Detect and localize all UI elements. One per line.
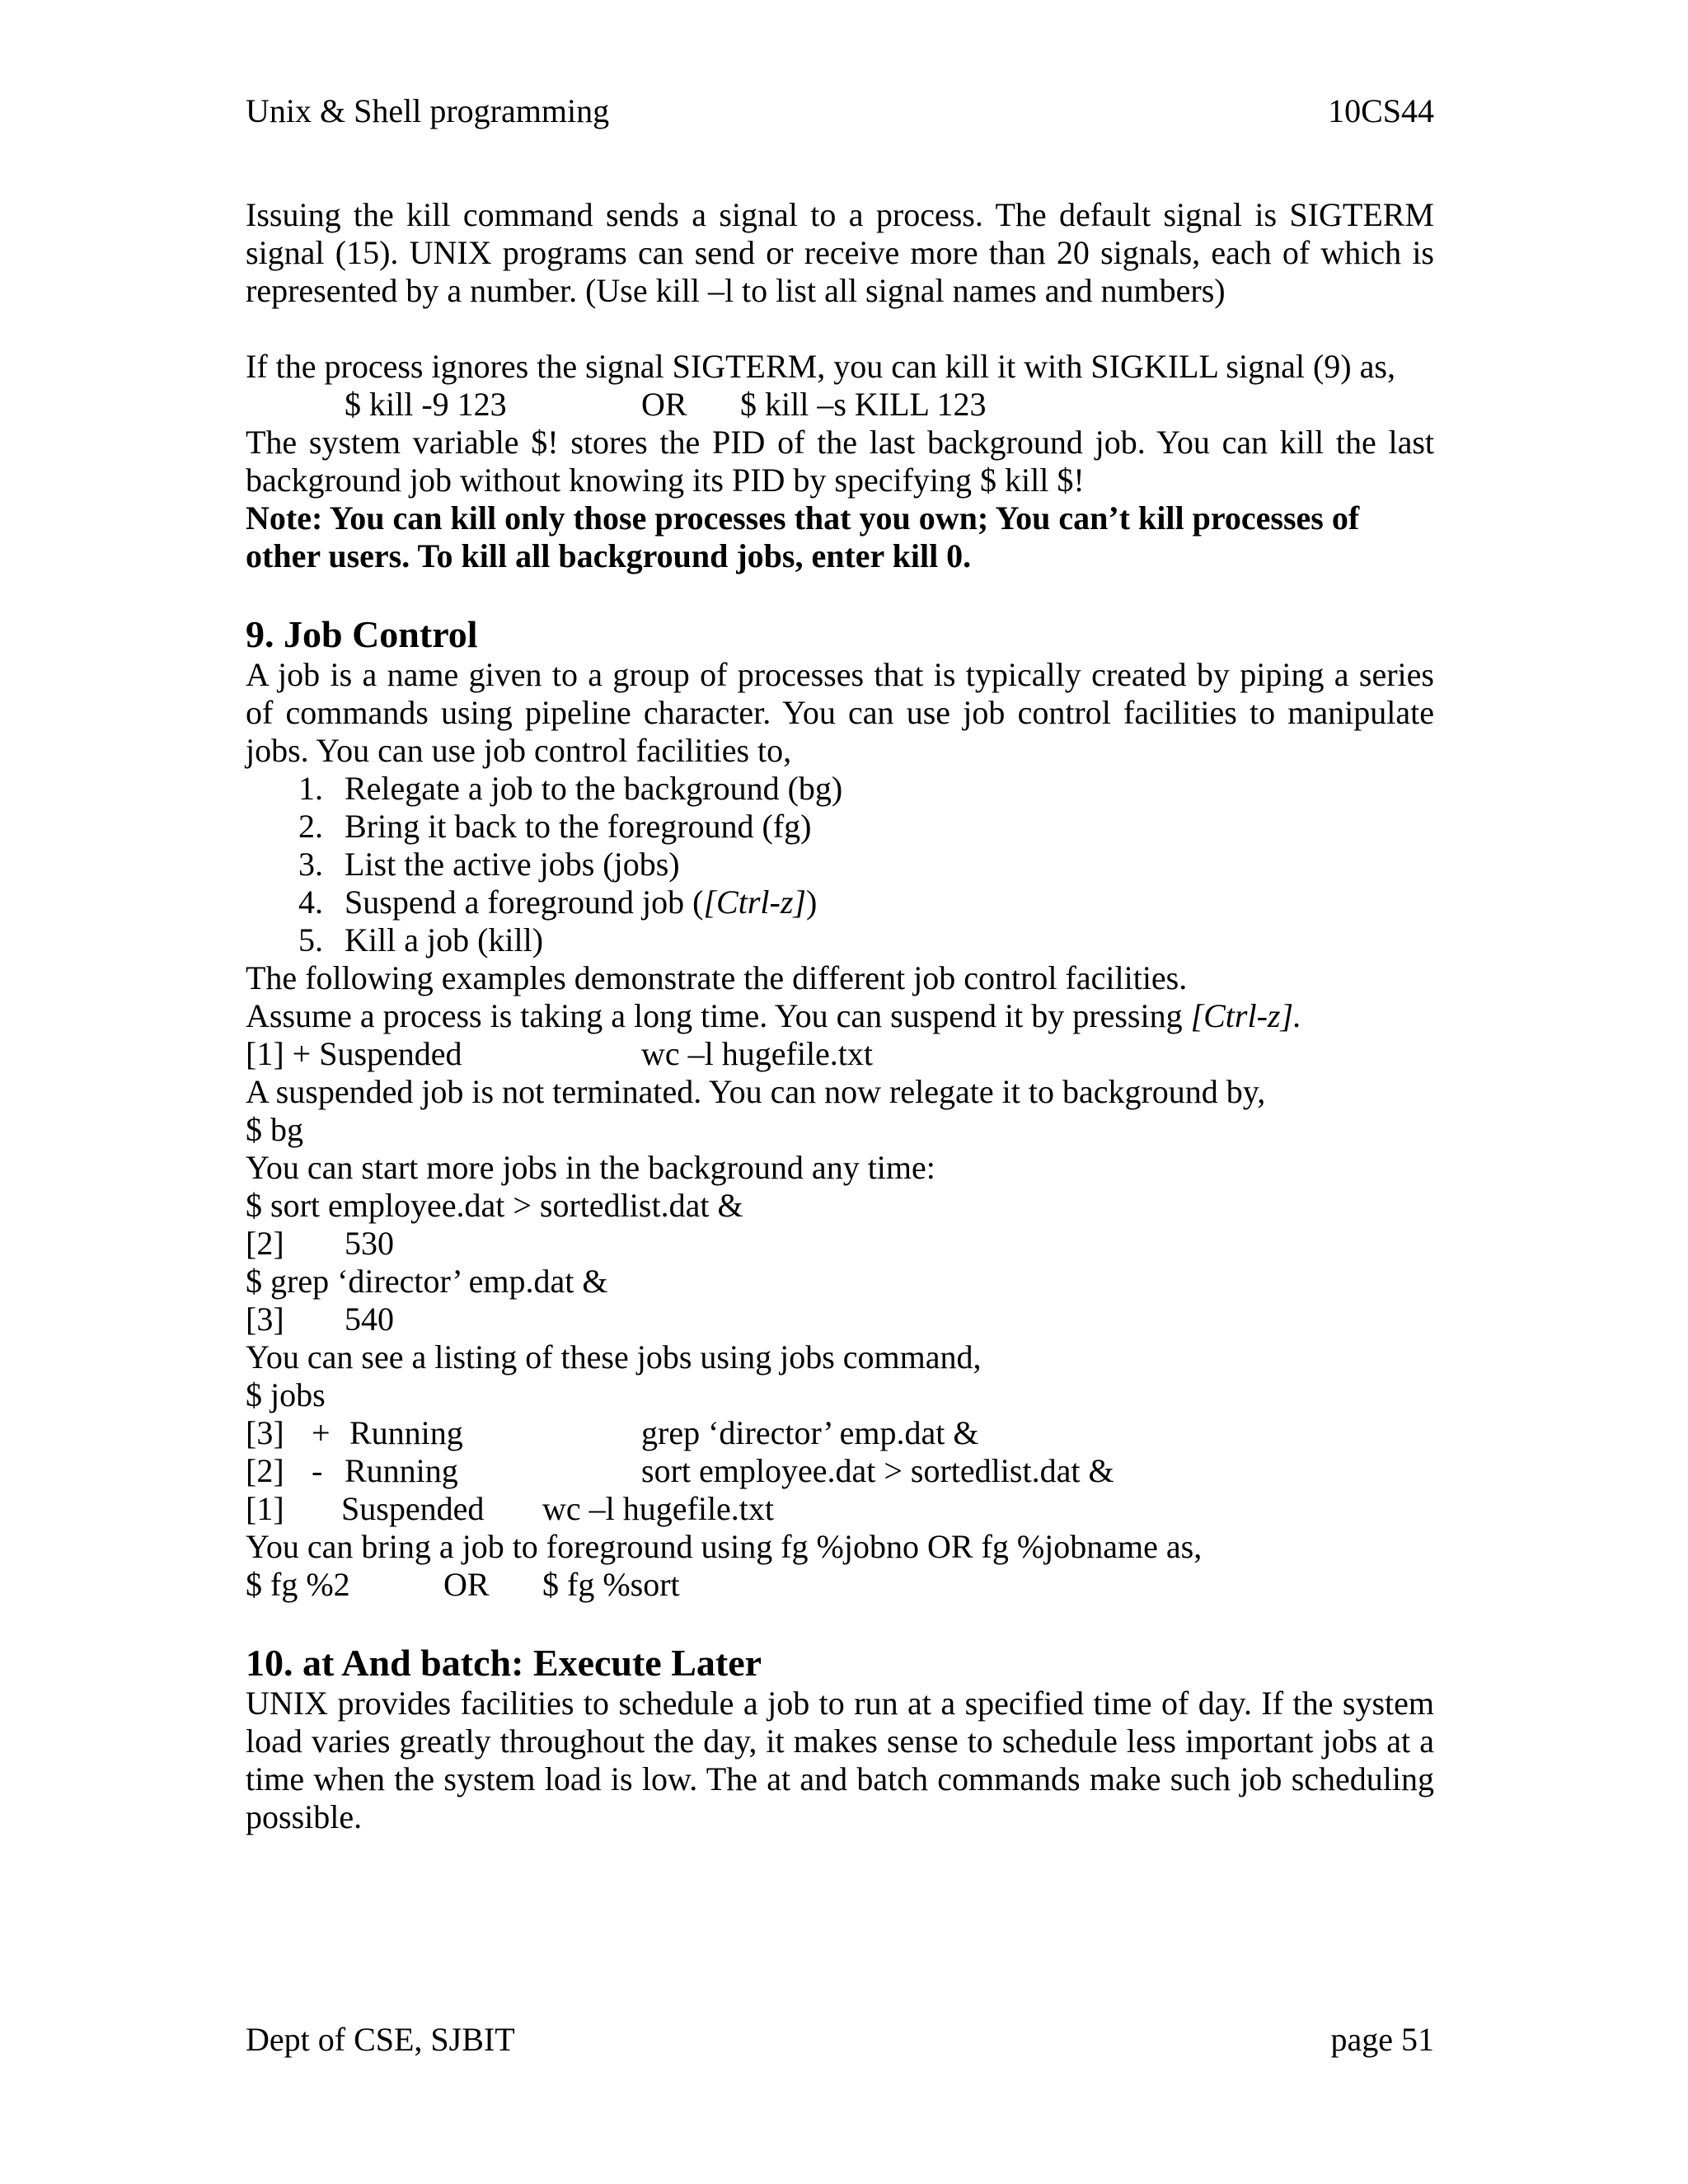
kill-paragraph-3: The system variable $! stores the PID of the last background job. You can kill the last background job without knowing its PID by specifying $ kill $! [246,424,1434,499]
page-footer [246,2021,1434,2062]
more-jobs-line: You can start more jobs in the background any time: [246,1149,935,1186]
kill-or: OR [641,386,687,423]
jobs-command: $ jobs [246,1376,326,1413]
jobs-table-row: [2] - Running sort employee.dat > sortedlist.dat & [246,1452,1114,1489]
listing-line: You can see a listing of these jobs using jobs command, [246,1338,982,1376]
job-2-line: [2] 530 [246,1225,394,1262]
kill-command-line [246,386,1434,424]
job-3-line: [3] 540 [246,1301,394,1338]
at-batch-paragraph: UNIX provides facilities to schedule a job to run at a specified time of day. If the system load varies greatly throughout the day, it makes sense to schedule less important jobs at a time when the system load is low. The at and batch commands make such job scheduling possible. [246,1685,1434,1835]
section-heading-job-control: 9. Job Control [246,613,478,655]
list-item: 3. List the active jobs (jobs) [298,846,680,883]
kill-paragraph-2: If the process ignores the signal SIGTERM, you can kill it with SIGKILL signal (9) as, [246,348,1395,385]
document-page [246,92,1434,2087]
list-item: 2. Bring it back to the foreground (fg) [298,808,812,845]
kill-note: Note: You can kill only those processes that you own; You can’t kill processes of other users. To kill all background jobs, enter kill 0. [246,499,1360,574]
header-title: Unix & Shell programming [246,92,610,129]
grep-command: $ grep ‘director’ emp.dat & [246,1263,608,1300]
section-heading-at-batch: 10. at And batch: Execute Later [246,1642,762,1684]
job-control-list [246,770,1434,959]
suspended-job-line: [1] + Suspended wc –l hugefile.txt [246,1035,874,1072]
kill-cmd-1: $ kill -9 123 [345,386,507,423]
jobs-table-row: [3] + Running grep ‘director’ emp.dat & [246,1414,979,1451]
list-item: 5. Kill a job (kill) [298,921,544,958]
job-control-intro: A job is a name given to a group of processes that is typically created by piping a series of commands using pipeline character. You can use job control facilities to manipulate jobs. You can use job control facilities to, [246,656,1434,769]
list-item: 4. Suspend a foreground job ([Ctrl-z]) [298,883,818,921]
not-terminated-line: A suspended job is not terminated. You can now relegate it to background by, [246,1073,1266,1110]
examples-line: The following examples demonstrate the different job control facilities. [246,959,1188,996]
kill-cmd-2: $ kill –s KILL 123 [740,386,987,423]
fg-line: You can bring a job to foreground using fg %jobno OR fg %jobname as, [246,1528,1203,1565]
bg-command: $ bg [246,1111,303,1148]
sort-command: $ sort employee.dat > sortedlist.dat & [246,1187,743,1224]
jobs-table-row: [1] Suspended wc –l hugefile.txt [246,1490,775,1527]
list-item: 1. Relegate a job to the background (bg) [298,770,843,807]
header-course-code: 10CS44 [1328,92,1434,129]
kill-paragraph-1: Issuing the kill command sends a signal to a process. The default signal is SIGTERM signal (15). UNIX programs can send or receive more than 20 signals, each of which is represented by a number. (Use kill –l to list all signal names and numbers) [246,196,1434,309]
fg-command-line: $ fg %2 OR $ fg %sort [246,1566,680,1603]
page-body [246,196,1434,1836]
page-header [246,92,1434,134]
footer-department: Dept of CSE, SJBIT [246,2021,515,2058]
assume-line: Assume a process is taking a long time. You can suspend it by pressing [Ctrl-z]. [246,997,1302,1034]
footer-page-number: page 51 [1330,2021,1434,2058]
